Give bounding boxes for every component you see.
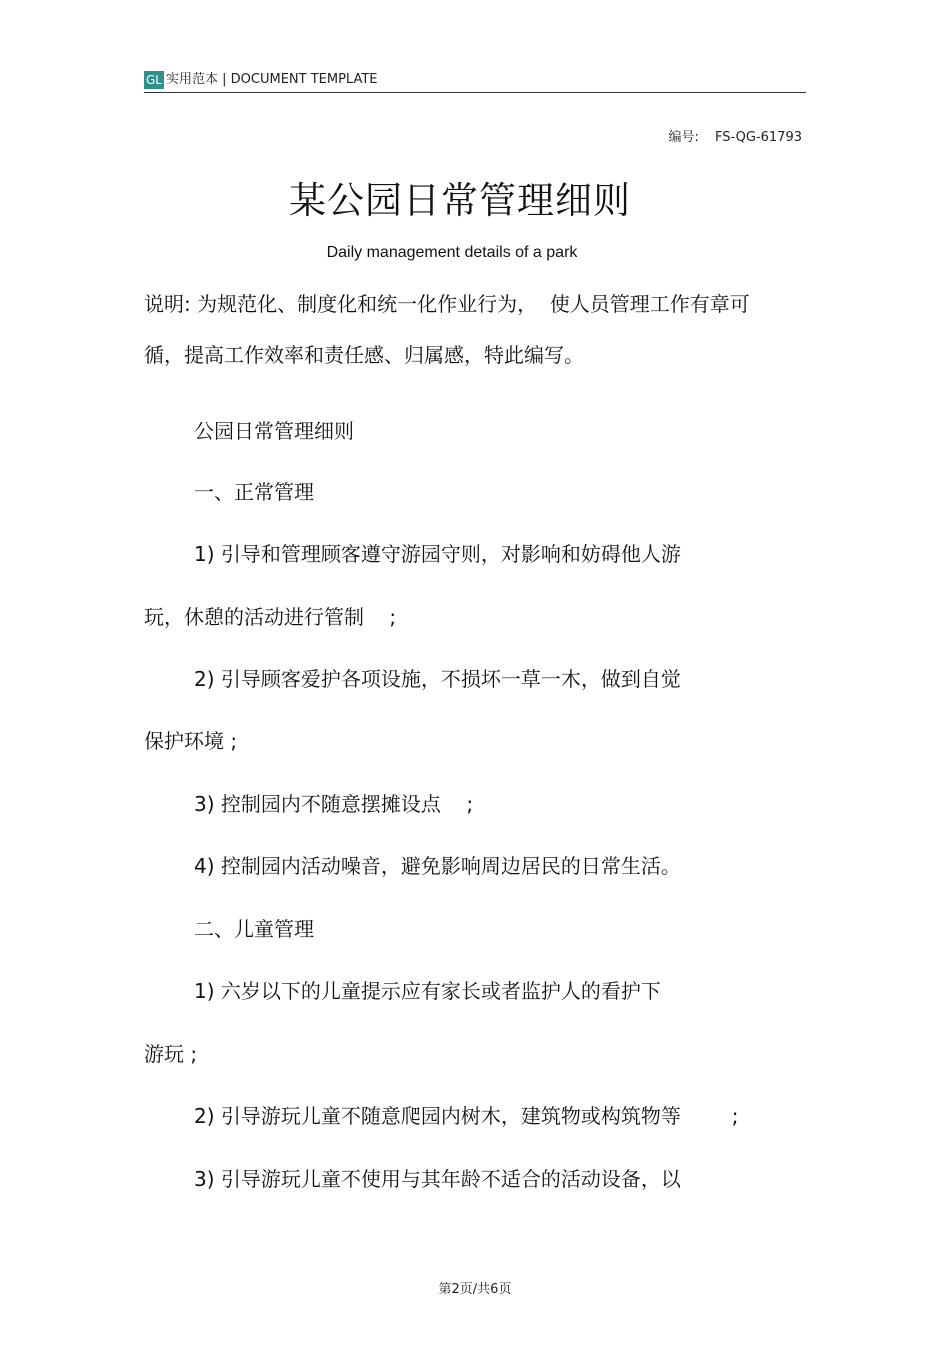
body-line: 4) 控制园内活动噪音，避免影响周边居民的日常生活。 (194, 854, 681, 878)
document-number-value: FS-QG-61793 (714, 130, 802, 145)
body-line: 1) 引导和管理顾客遵守游园守则，对影响和妨碍他人游 (194, 542, 681, 566)
brand-logo: GL (146, 73, 162, 87)
body-line: 2) 引导顾客爱护各项设施，不损坏一草一木，做到自觉 (194, 667, 681, 691)
body-line: 玩，休憩的活动进行管制 ; (144, 605, 397, 629)
body-line: 游玩 ; (144, 1042, 198, 1066)
section-heading: 一、正常管理 (194, 480, 314, 504)
document-number (668, 126, 802, 145)
body-line: 3) 引导游玩儿童不使用与其年龄不适合的活动设备，以 (194, 1167, 681, 1191)
page-number: 第2页/共6页 (438, 1282, 512, 1297)
body-line: 保护环境 ; (144, 729, 238, 753)
body-line: 说明: 为规范化、制度化和统一化作业行为， 使人员管理工作有章可 (144, 292, 750, 316)
section-heading: 二、儿童管理 (194, 917, 314, 941)
document-title: 某公园日常管理细则 (289, 179, 631, 222)
body-line: 3) 控制园内不随意摆摊设点 ; (194, 792, 474, 816)
document-subtitle: Daily management details of a park (326, 244, 578, 261)
document-number-label: 编号: (668, 130, 699, 145)
brand-text: 实用范本 | DOCUMENT TEMPLATE (166, 72, 378, 87)
body-line: 1) 六岁以下的儿童提示应有家长或者监护人的看护下 (194, 979, 661, 1003)
body-line: 2) 引导游玩儿童不随意爬园内树木，建筑物或构筑物等 ; (194, 1104, 739, 1128)
body-line: 循，提高工作效率和责任感、归属感，特此编写。 (144, 343, 584, 367)
section-title: 公园日常管理细则 (194, 419, 354, 443)
page-header (144, 70, 806, 93)
